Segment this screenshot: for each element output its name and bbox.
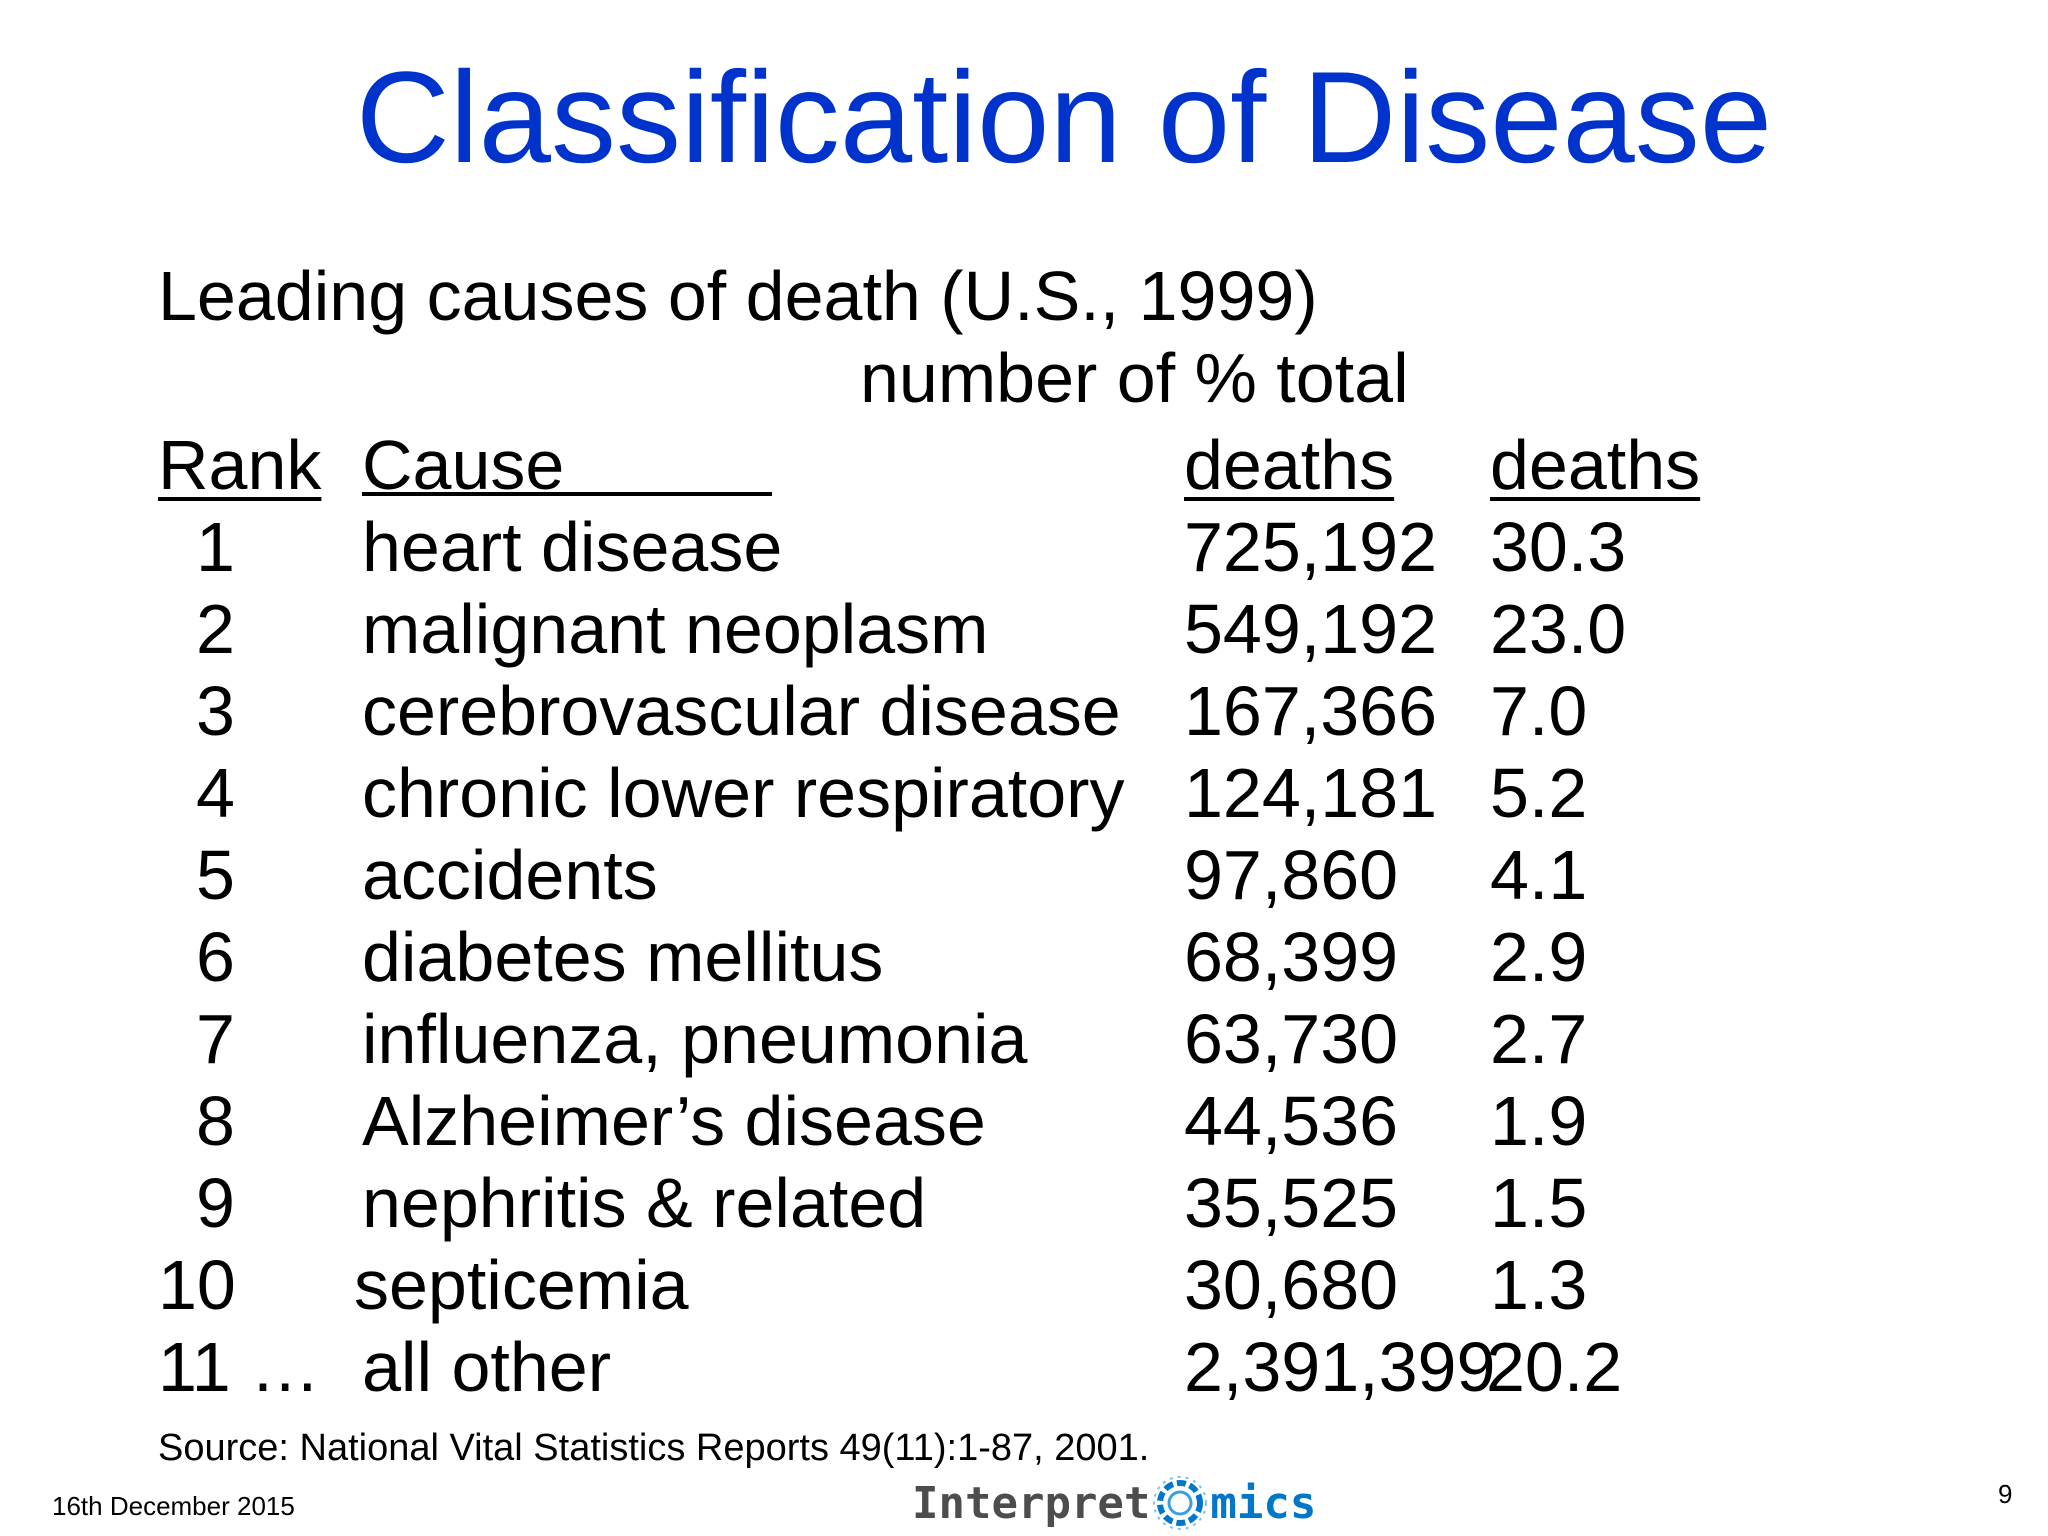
deaths-cell: 124,181: [1184, 754, 1438, 832]
deaths-cell: 549,192: [1184, 590, 1438, 668]
table-row: [0, 834, 2048, 916]
percent-cell: 30.3: [1490, 508, 1627, 586]
column-header-rank: Rank: [158, 426, 322, 504]
rank-cell: 8: [196, 1082, 235, 1160]
deaths-cell: 725,192: [1184, 508, 1438, 586]
source-citation: Source: National Vital Statistics Reports 49(11):1-87, 2001.: [158, 1427, 1150, 1469]
column-header-deaths: deaths: [1184, 426, 1395, 504]
percent-cell: 1.9: [1490, 1082, 1588, 1160]
percent-cell: 1.3: [1490, 1246, 1588, 1324]
deaths-cell: 97,860: [1184, 836, 1399, 914]
cause-cell: chronic lower respiratory: [362, 754, 1125, 832]
rank-cell: 5: [196, 836, 235, 914]
deaths-cell: 30,680: [1184, 1246, 1399, 1324]
cause-cell: accidents: [362, 836, 658, 914]
cause-cell: all other: [362, 1328, 612, 1406]
footer-date: 16th December 2015: [52, 1491, 295, 1521]
cause-cell: influenza, pneumonia: [362, 1000, 1028, 1078]
deaths-cell: 63,730: [1184, 1000, 1399, 1078]
rank-cell: 6: [196, 918, 235, 996]
logo-ring-icon: [1152, 1475, 1208, 1531]
cause-cell: diabetes mellitus: [362, 918, 884, 996]
percent-cell: 20.2: [1486, 1328, 1623, 1406]
cause-cell: nephritis & related: [362, 1164, 927, 1242]
column-header-top-line: number of % total: [860, 339, 1409, 417]
table-row: [0, 1162, 2048, 1244]
table-row: [0, 506, 2048, 588]
percent-cell: 4.1: [1490, 836, 1588, 914]
deaths-cell: 44,536: [1184, 1082, 1399, 1160]
percent-cell: 7.0: [1490, 672, 1588, 750]
table-row: [0, 588, 2048, 670]
deaths-cell: 2,391,399: [1184, 1328, 1496, 1406]
table-row: [0, 1244, 2048, 1326]
cause-cell: septicemia: [354, 1246, 689, 1324]
rank-cell: 4: [196, 754, 235, 832]
percent-cell: 2.9: [1490, 918, 1588, 996]
table-row: [0, 998, 2048, 1080]
table-header-row: [0, 424, 2048, 506]
cause-cell: malignant neoplasm: [362, 590, 989, 668]
rank-cell: 10: [158, 1246, 236, 1324]
logo-text-left: Interpret: [912, 1477, 1151, 1529]
percent-cell: 5.2: [1490, 754, 1588, 832]
table-row: [0, 1326, 2048, 1408]
deaths-cell: 167,366: [1184, 672, 1438, 750]
deaths-cell: 68,399: [1184, 918, 1399, 996]
cause-cell: cerebrovascular disease: [362, 672, 1121, 750]
column-header-percent-deaths: deaths: [1490, 426, 1701, 504]
table-row: [0, 670, 2048, 752]
table-row: [0, 916, 2048, 998]
page-number: 9: [1998, 1479, 2013, 1509]
cause-cell: Alzheimer’s disease: [362, 1082, 986, 1160]
table-caption: Leading causes of death (U.S., 1999): [158, 257, 1318, 335]
percent-cell: 2.7: [1490, 1000, 1588, 1078]
rank-cell: 11 …: [158, 1328, 321, 1406]
cause-cell: heart disease: [362, 508, 783, 586]
rank-cell: 1: [196, 508, 235, 586]
rank-cell: 3: [196, 672, 235, 750]
column-header-cause-wrap: [362, 424, 772, 506]
deaths-cell: 35,525: [1184, 1164, 1399, 1242]
column-header-cause: Cause: [362, 430, 772, 496]
table-row: [0, 752, 2048, 834]
slide-title: Classification of Disease: [355, 44, 1773, 190]
interpretomics-logo: [912, 1470, 1316, 1536]
logo-text-right: mics: [1210, 1477, 1317, 1529]
percent-cell: 1.5: [1490, 1164, 1588, 1242]
table-row: [0, 1080, 2048, 1162]
rank-cell: 7: [196, 1000, 235, 1078]
rank-cell: 9: [196, 1164, 235, 1242]
rank-cell: 2: [196, 590, 235, 668]
percent-cell: 23.0: [1490, 590, 1627, 668]
